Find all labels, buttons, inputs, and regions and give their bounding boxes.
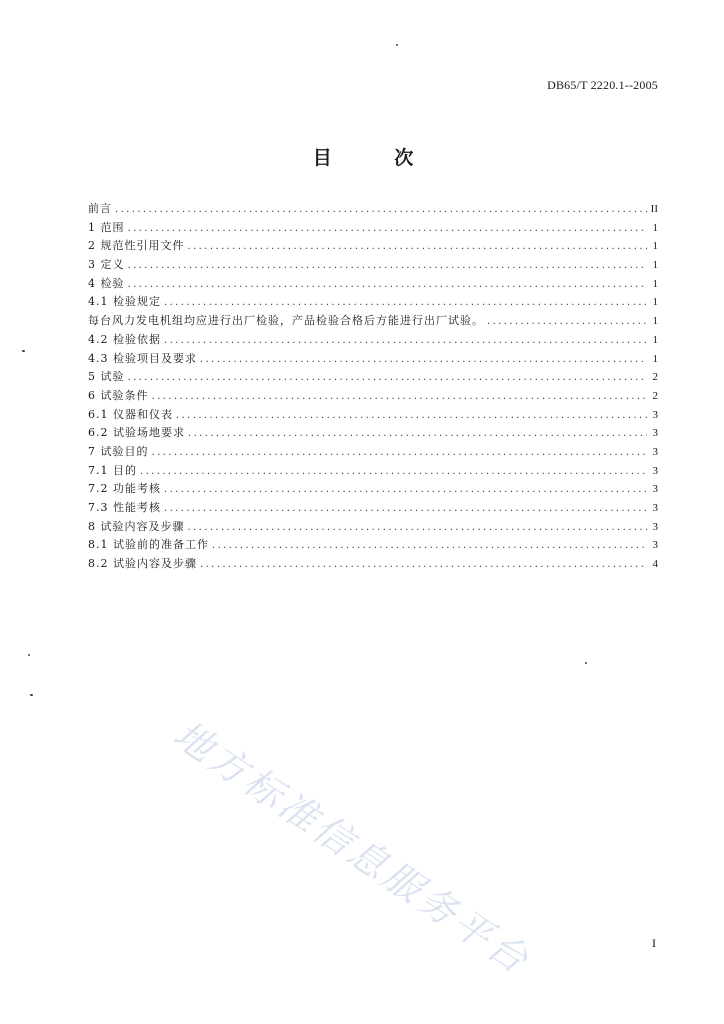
toc-dot-leader [152,444,648,463]
toc-dot-leader [176,407,647,426]
scan-speck [585,662,587,664]
toc-entry-page: 1 [652,333,658,346]
toc-entry-page: 1 [652,240,658,253]
toc-entry [88,275,658,294]
toc-entry-page: 3 [652,502,658,514]
toc-entry [88,480,658,499]
toc-entry-label: 7 试验目的 [88,444,149,458]
toc-entry [88,406,658,425]
toc-entry-label: 7.3 性能考核 [88,501,161,514]
toc-dot-leader [212,537,647,556]
toc-entry-page: 2 [652,371,658,384]
toc-entry-label: 前言 [88,202,112,215]
toc-entry [88,350,658,369]
toc-dot-leader [188,519,648,538]
toc-entry-page: II [650,203,658,215]
scan-speck [22,350,25,352]
toc-entry-label: 3 定义 [88,258,125,272]
toc-entry-page: 3 [652,445,658,458]
toc-dot-leader [200,351,647,370]
scan-speck [28,654,30,656]
toc-entry [88,312,658,331]
toc-entry-page: 1 [652,259,658,272]
toc-entry-label: 4.1 检验规定 [88,295,161,309]
toc-entry [88,237,658,256]
toc-entry [88,331,658,350]
toc-entry-label: 4 检验 [88,276,125,290]
toc-dot-leader [200,556,647,575]
table-of-contents [88,200,658,574]
toc-entry-page: 4 [652,558,658,571]
toc-dot-leader [140,463,647,482]
toc-title: 目 次 [312,147,442,169]
toc-entry [88,462,658,481]
toc-entry [88,555,658,574]
toc-entry [88,368,658,387]
toc-entry [88,200,658,219]
toc-entry-page: 3 [652,427,658,440]
toc-entry-label: 4.3 检验项目及要求 [88,351,197,365]
toc-dot-leader [128,220,648,239]
toc-entry-page: 1 [652,296,658,309]
toc-dot-leader [152,388,648,407]
scan-speck [396,44,398,46]
toc-entry-page: 1 [652,277,658,290]
watermark: 地方标准信息服务平台 [165,712,539,984]
toc-entry-label: 7.2 功能考核 [88,482,161,496]
toc-entry-label: 7.1 目的 [88,463,137,477]
toc-entry-label: 4.2 检验依据 [88,332,161,346]
toc-dot-leader [164,332,647,351]
toc-entry-page: 3 [652,408,658,421]
toc-entry-page: 3 [652,483,658,496]
toc-entry [88,387,658,406]
toc-entry-page: 3 [652,464,658,477]
document-code: DB65/T 2220.1--2005 [547,78,658,92]
toc-dot-leader [164,500,647,519]
toc-dot-leader [188,238,648,257]
scan-speck [30,694,33,696]
toc-entry [88,443,658,462]
toc-dot-leader [487,313,647,332]
toc-entry [88,536,658,555]
toc-entry-label: 6.2 试验场地要求 [88,426,185,440]
toc-entry-label: 1 范围 [88,220,125,234]
toc-entry [88,219,658,238]
page-number: I [652,936,656,950]
toc-entry-page: 3 [652,520,658,533]
toc-entry [88,424,658,443]
toc-dot-leader [128,257,648,276]
toc-dot-leader [128,369,648,388]
toc-entry-label: 2 规范性引用文件 [88,239,185,253]
toc-entry [88,499,658,518]
toc-dot-leader [115,201,647,220]
toc-entry [88,293,658,312]
toc-entry-label: 8.1 试验前的准备工作 [88,538,209,552]
toc-entry-label: 每台风力发电机组均应进行出厂检验，产品检验合格后方能进行出厂试验。 [88,314,484,328]
toc-dot-leader [164,294,647,313]
toc-entry-label: 6.1 仪器和仪表 [88,407,173,421]
toc-entry-label: 5 试验 [88,370,125,384]
toc-entry-label: 6 试验条件 [88,388,149,402]
toc-entry-page: 1 [652,315,658,328]
toc-entry-label: 8 试验内容及步骤 [88,519,185,533]
toc-dot-leader [188,425,647,444]
toc-entry-page: 1 [652,352,658,365]
toc-entry-page: 3 [652,539,658,552]
toc-entry [88,518,658,537]
toc-dot-leader [164,481,647,500]
toc-entry-page: 1 [652,221,658,234]
toc-entry-label: 8.2 试验内容及步骤 [88,557,197,571]
toc-entry [88,256,658,275]
toc-dot-leader [128,276,648,295]
toc-entry-page: 2 [652,389,658,402]
